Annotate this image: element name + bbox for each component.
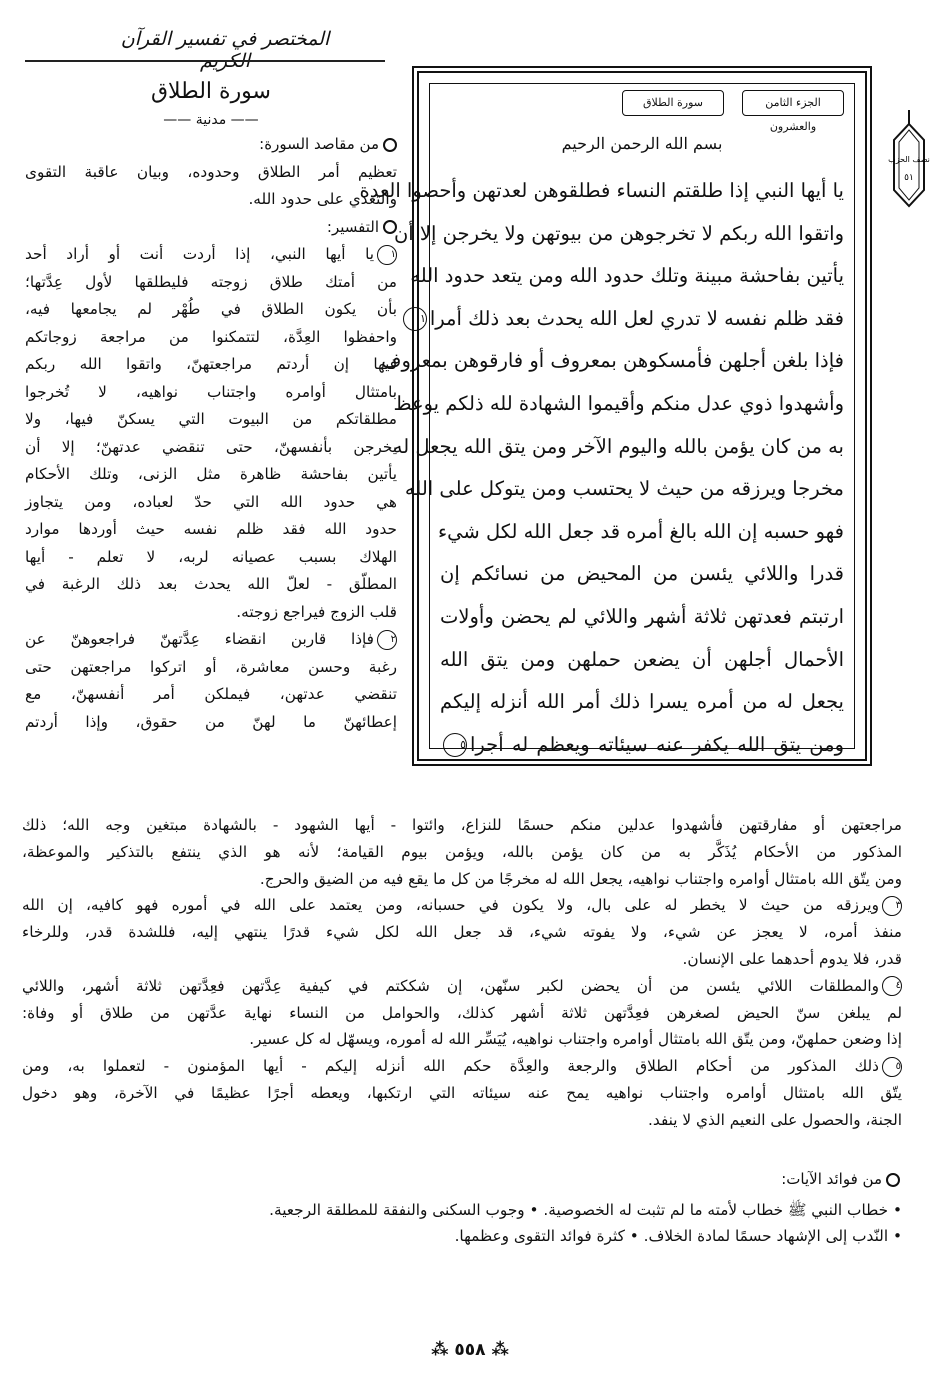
text-line: هي حدود الله التي حدّ لعباده، ومن يتجاوز bbox=[25, 492, 397, 511]
text-line: إذا وضعن حملهنّ، ومن يتّق الله بامتثال أوامره واجتناب نواهيه، يُيَسِّر الله له أموره، ويسهّل له كل عسير. bbox=[249, 1030, 902, 1049]
surah-type-label: مدنية bbox=[195, 112, 227, 128]
verse-line: يا أيها النبي إذا طلقتم النساء فطلقوهن لعدتهن وأحصوا العدة bbox=[359, 179, 844, 202]
text-line: واحفظوا العِدَّة، لتتمكنوا من مراجعة زوجاتكم bbox=[25, 327, 397, 346]
verse-line-text: يجعل له من أمره يسرا ذلك أمر الله أنزله إليكم bbox=[440, 690, 844, 714]
verse-line: يأتين بفاحشة مبينة وتلك حدود الله ومن يتعد حدود الله bbox=[410, 264, 844, 288]
header-rule bbox=[25, 60, 385, 62]
verse-line: به من كان يؤمن بالله واليوم الآخر ومن يتق الله يجعل له bbox=[392, 434, 844, 458]
flower-bullet-icon bbox=[383, 220, 397, 234]
benefits-list bbox=[22, 1197, 902, 1249]
text-line: بأن يكون الطلاق في طُهْر لم يجامعها فيه، bbox=[25, 300, 397, 318]
verse-line-text: مخرجا ويرزقه من حيث لا يحتسب ومن يتوكل على الله bbox=[404, 477, 844, 501]
hizb-label: نصف الحزب bbox=[888, 155, 930, 164]
text-line bbox=[25, 626, 397, 654]
commentary-column bbox=[25, 75, 397, 736]
ayah-number: ٥ bbox=[443, 733, 467, 757]
verse-badge: ١ bbox=[377, 245, 397, 265]
text-line-content: ويرزقه من حيث لا يخطر له على بال، ولا يكون في حسبانه، ومن يعتمد على الله في أموره فهو كافيه، إن الله bbox=[22, 896, 879, 915]
verse-line-with-ayah bbox=[419, 298, 844, 341]
text-line bbox=[22, 973, 902, 1000]
text-line: الهلاك بسبب عصيانه لربه، لا تعلم - أيها bbox=[25, 547, 397, 566]
tafsir-full-text bbox=[22, 812, 902, 1134]
benefit-line: • النّدب إلى الإشهاد حسمًا لمادة الخلاف. • كثرة فوائد التقوى وعظمها. bbox=[454, 1227, 902, 1245]
verse-line: وأشهدوا ذوي عدل منكم وأقيموا الشهادة لله ذلكم يوعظ bbox=[393, 391, 844, 415]
text-line: الجنة، والحصول على النعيم الذي لا ينفد. bbox=[648, 1110, 902, 1129]
text-line: يخرجن بأنفسهنّ، حتى تنقضي عدتهنّ؛ إلا أن bbox=[25, 437, 397, 456]
text-line: ومن يتّق الله بامتثال أوامره واجتناب نواهيه، يجعل الله له مخرجًا من كل ما يقع فيه من الضيق والحرج. bbox=[259, 869, 902, 888]
objectives-text bbox=[25, 159, 397, 214]
quran-text bbox=[359, 170, 844, 766]
quran-frame bbox=[359, 66, 872, 766]
verse-badge: ٣ bbox=[882, 896, 902, 916]
text-line: المذكور من الأحكام يُذَكَّر به من كان يؤمن بالله، ويؤمن بيوم القيامة؛ لأنه هو الذي ينتفع بالتذكير والموعظة، bbox=[22, 842, 902, 861]
text-line: مطلقاتكم من البيوت التي يسكنّ فيها، ولا bbox=[25, 410, 397, 428]
text-line: حدود الله فقد ظلم نفسه حيث أوردها موارد bbox=[25, 520, 397, 538]
text-line: لم يبلغن سنّ الحيض لصغرهن فعِدَّتهن ثلاثة أشهر كذلك، والحوامل من النساء نهاية عدَّتهن من طلاق أو وفاة: bbox=[22, 1003, 902, 1022]
text-line: قلب الزوج فيراجع زوجته. bbox=[236, 602, 397, 621]
page-number: ⁂ ٥٥٨ ⁂ bbox=[431, 1340, 509, 1360]
tafsir-heading-text: التفسير: bbox=[326, 217, 379, 236]
text-line: فيها إن أردتم مراجعتهنّ، واتقوا الله ربكم bbox=[25, 355, 397, 373]
text-line: منفذ أمره، لا يعجز عن شيء، ولا يفوته شيء، قد جعل الله لكل شيء قدرًا ينتهي إليه، فللشدة قدر، وللرخاء bbox=[22, 923, 902, 942]
hizb-marker-icon bbox=[888, 110, 930, 210]
objectives-heading bbox=[25, 131, 397, 159]
text-line: تنقضي عدتهن، فيملكن أمر أنفسهنّ، مع bbox=[25, 685, 397, 703]
verse-line-with-ayah bbox=[404, 468, 844, 511]
flower-bullet-icon bbox=[383, 138, 397, 152]
text-line-content: فإذا قاربن انقضاء عِدَّتهنّ فراجعوهنّ عن bbox=[25, 630, 374, 648]
hizb-number: ٥١ bbox=[904, 173, 914, 183]
verse-line: فإذا بلغن أجلهن فأمسكوهن بمعروف أو فارقوهن بمعروف bbox=[381, 349, 844, 373]
text-line: مراجعتهن أو مفارقتهن فأشهدوا عدلين منكم حسمًا للنزاع، وائتوا - أيها الشهود - بالشهادة مبتغين وجه الله؛ ذلك bbox=[22, 816, 902, 834]
text-line-content: والمطلقات اللائي يئسن من أن يحضن لكبر سنّهن، إن شككتم في كيفية عِدَّتهن فعِدَّتهن ثلاثة أشهر، واللائي bbox=[22, 976, 879, 995]
page-number-value: ٥٥٨ bbox=[454, 1340, 486, 1360]
quran-inner-border bbox=[359, 83, 855, 756]
verse-line-text: فقد ظلم نفسه لا تدري لعل الله يحدث بعد ذلك أمرا bbox=[429, 306, 844, 330]
juz-label: الجزء الثامن والعشرون bbox=[742, 90, 844, 116]
verse-badge: ٢ bbox=[377, 630, 397, 650]
text-line: رغبة وحسن معاشرة، أو اتركوا مراجعتهن حتى bbox=[25, 657, 397, 676]
benefits-heading bbox=[781, 1170, 900, 1188]
surah-type: —— مدنية —— bbox=[163, 112, 259, 128]
text-line: بامتثال أوامره واجتناب نواهيه، لا تُخرجوا bbox=[25, 382, 397, 401]
verse-line: فهو حسبه إن الله بالغ أمره قد جعل الله لكل شيء bbox=[438, 519, 844, 543]
text-line bbox=[22, 1053, 902, 1080]
text-line-content: ذلك المذكور من أحكام الطلاق والرجعة والعِدَّة حكم الله أنزله إليكم - أيها المؤمنون - لتعملوا به، ومن bbox=[22, 1057, 879, 1076]
book-title: المختصر في تفسير القرآن الكريم bbox=[120, 28, 330, 72]
basmala: بسم الله الرحمن الرحيم bbox=[561, 134, 723, 153]
benefit-line: • خطاب النبي ﷺ خطاب لأمته ما لم تثبت له الخصوصية. • وجوب السكنى والنفقة للمطلقة الرجعية. bbox=[269, 1201, 902, 1219]
text-line: إعطائهنّ ما لهنّ من حقوق، وإذا أردتم bbox=[25, 712, 397, 731]
text-line bbox=[22, 892, 902, 919]
objectives-heading-text: من مقاصد السورة: bbox=[259, 135, 379, 153]
benefits-heading-text: من فوائد الآيات: bbox=[781, 1170, 882, 1188]
text-line-content: يا أيها النبي، إذا أردت أنت أو أراد أحد bbox=[25, 245, 374, 263]
text-line: والتعدي على حدود الله. bbox=[248, 190, 397, 208]
text-line: من أمتك طلاق زوجته فليطلقها لأول عِدَّتها؛ bbox=[25, 272, 397, 291]
verse-line-with-ayah bbox=[440, 724, 844, 767]
tafsir-heading bbox=[25, 214, 397, 242]
text-line: تعظيم أمر الطلاق وحدوده، وبيان عاقبة التقوى bbox=[25, 162, 397, 181]
verse-line: ارتبتم فعدتهن ثلاثة أشهر واللائي لم يحضن وأولات bbox=[440, 604, 844, 628]
benefit-line-text: النّدب إلى الإشهاد حسمًا لمادة الخلاف. • كثرة فوائد التقوى وعظمها. bbox=[454, 1227, 889, 1245]
ayah-number: ١ bbox=[403, 307, 427, 331]
verse-badge: ٥ bbox=[882, 1057, 902, 1077]
verse-line: الأحمال أجلهن أن يضعن حملهن ومن يتق الله bbox=[440, 647, 844, 671]
verse-badge: ٤ bbox=[882, 976, 902, 996]
text-line: المطلّق - لعلّ الله يحدث بعد ذلك الرغبة في bbox=[25, 575, 397, 593]
tafsir-column-text bbox=[25, 241, 397, 736]
text-line bbox=[25, 241, 397, 269]
verse-line: واتقوا الله ربكم لا تخرجوهن من بيوتهن ولا يخرجن إلا أن bbox=[393, 221, 844, 245]
verse-line-text: قدرا واللائي يئسن من المحيض من نسائكم إن bbox=[440, 562, 844, 586]
surah-title: سورة الطلاق bbox=[150, 79, 271, 104]
verse-line-with-ayah bbox=[440, 681, 844, 724]
surah-label: سورة الطلاق bbox=[622, 90, 724, 116]
verse-line-text: ومن يتق الله يكفر عنه سيئاته ويعظم له أجرا bbox=[470, 732, 844, 756]
benefit-line-text: خطاب النبي ﷺ خطاب لأمته ما لم تثبت له الخصوصية. • وجوب السكنى والنفقة للمطلقة الرجعية. bbox=[269, 1201, 889, 1219]
text-line: يأتين بفاحشة ظاهرة مثل الزنى، وتلك الأحكام bbox=[25, 465, 397, 483]
text-line: قدر، فلا يدوم أحدهما على الإنسان. bbox=[682, 949, 902, 968]
flower-bullet-icon bbox=[886, 1173, 900, 1187]
verse-line-with-ayah bbox=[440, 553, 844, 596]
text-line: يتّق الله بامتثال أوامره واجتناب نواهيه يمح عنه سيئاته التي ارتكبها، ويعطه أجرًا عظيمًا في الآخرة، وهو دخول bbox=[22, 1083, 902, 1102]
